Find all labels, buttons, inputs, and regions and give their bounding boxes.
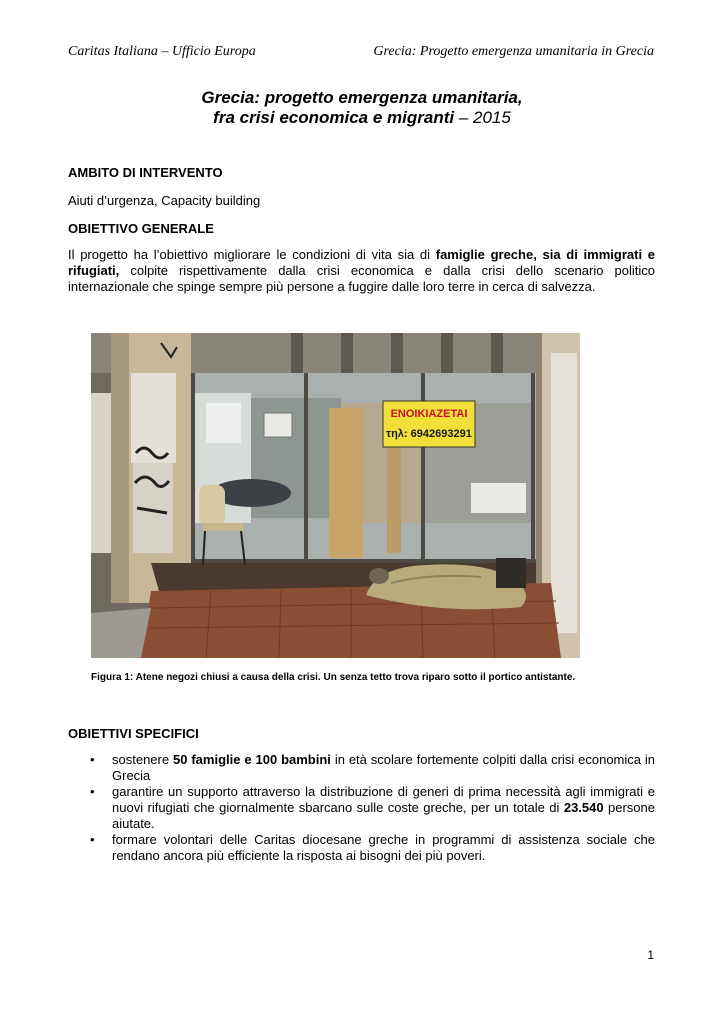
bullet-2-post: persone aiutate. (112, 800, 655, 831)
running-header-right: Grecia: Progetto emergenza umanitaria in Grecia (373, 44, 654, 59)
bullet-1-post: in età scolare fortemente colpiti dalla crisi economica in Grecia (112, 752, 656, 783)
figure-photo (91, 333, 580, 658)
obiettivo-text-1: Il progetto ha l’obiettivo migliorare le condizioni di vita sia di (68, 247, 436, 262)
bullet-3-text: formare volontari delle Caritas diocesane greche in programmi di assistenza sociale che rendano ancora più efficiente la risposta ai bisogni dei più poveri. (112, 832, 655, 863)
running-header-left: Caritas Italiana – Ufficio Europa (68, 44, 256, 59)
obiettivi-specifici-heading: OBIETTIVI SPECIFICI (68, 726, 199, 741)
page-number: 1 (647, 948, 654, 962)
document-title (0, 88, 724, 128)
title-line-2-text: fra crisi economica e migranti (213, 108, 455, 127)
obiettivo-generale-text (68, 247, 655, 295)
obiettivi-list (88, 752, 655, 864)
bullet-2-pre: garantire un supporto attraverso la distribuzione di generi di prima necessità agli immigrati e nuovi rifugiati che giornalmente sbarcano sulle coste greche, per un totale di (112, 784, 655, 815)
figure-caption: Figura 1: Atene negozi chiusi a causa della crisi. Un senza tetto trova riparo sotto il portico antistante. (91, 672, 576, 683)
obiettivo-generale-heading: OBIETTIVO GENERALE (68, 221, 214, 236)
obiettivo-bold: famiglie greche, sia di immigrati e rifugiati, (68, 247, 656, 278)
photo-illustration (91, 333, 580, 658)
title-line-1: Grecia: progetto emergenza umanitaria, (201, 88, 523, 107)
list-item (88, 832, 655, 864)
ambito-heading: AMBITO DI INTERVENTO (68, 165, 223, 180)
title-year: – 2015 (454, 108, 511, 127)
bullet-1-pre: sostenere (112, 752, 173, 767)
list-item (88, 752, 655, 784)
bullet-1-bold: 50 famiglie e 100 bambini (173, 752, 331, 767)
bullet-2-bold: 23.540 (563, 800, 604, 815)
title-line-2 (0, 108, 724, 128)
obiettivo-text-2: colpite rispettivamente dalla crisi economica e dalla crisi dello scenario politico internazionale che spinge sempre più persone a fuggire dalle loro terre in cerca di salvezza. (68, 263, 655, 294)
list-item (88, 784, 655, 832)
ambito-text: Aiuti d’urgenza, Capacity building (68, 193, 261, 208)
sign-line-2: τηλ: 6942693291 (386, 428, 472, 440)
sign-line-1: ENOIKIAZETAI (390, 408, 468, 420)
